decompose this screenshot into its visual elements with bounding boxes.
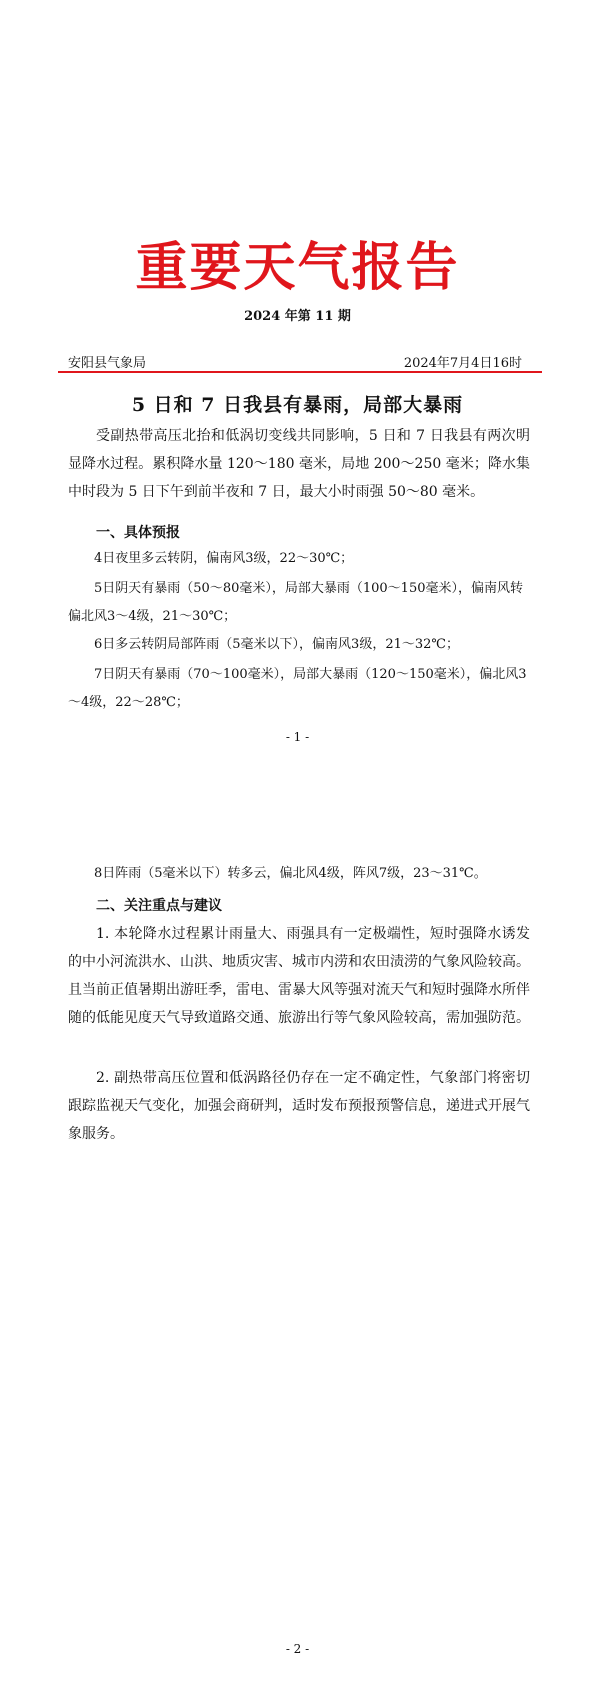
advice-item: 2. 副热带高压位置和低涡路径仍存在一定不确定性，气象部门将密切跟踪监视天气变化，加强会商研判，适时发布预报预警信息，递进式开展气象服务。 — [68, 1070, 530, 1142]
issuing-org: 安阳县气象局 — [68, 356, 147, 371]
forecast-heading: 一、具体预报 — [96, 525, 180, 541]
forecast-item: 6日多云转阴局部阵雨（5毫米以下），偏南风3级，21～32℃； — [94, 637, 459, 652]
headline: 5 日和 7 日我县有暴雨，局部大暴雨 — [131, 394, 464, 416]
page-number: - 2 - — [285, 1642, 310, 1656]
advice-item: 1. 本轮降水过程累计雨量大、雨强具有一定极端性，短时强降水诱发的中小河流洪水、山洪、地质灾害、城市内涝和农田渍涝的气象风险较高。且当前正值暑期出游旺季，雷电、雷暴大风等强对流天气和短时强降水所伴随的低能见度天气导致道路交通、旅游出行等气象风险较高，需加强防范。 — [68, 926, 530, 1026]
forecast-item: 7日阴天有暴雨（70～100毫米），局部大暴雨（120～150毫米），偏北风3～4级，22～28℃； — [68, 667, 527, 710]
issue-number: 2024 年第 11 期 — [244, 309, 351, 324]
forecast-item: 5日阴天有暴雨（50～80毫米），局部大暴雨（100～150毫米），偏南风转偏北风3～4级，21～30℃； — [68, 581, 523, 624]
advice-heading: 二、关注重点与建议 — [96, 898, 222, 914]
issue-time: 2024年7月4日16时 — [403, 356, 522, 371]
page-2 — [0, 842, 595, 1684]
forecast-item: 4日夜里多云转阴，偏南风3级，22～30℃； — [94, 551, 354, 566]
intro-paragraph: 受副热带高压北抬和低涡切变线共同影响，5 日和 7 日我县有两次明显降水过程。累积降水量 120～180 毫米，局地 200～250 毫米；降水集中时段为 5 日下午到前半夜和 7 日，最大小时雨强 50～80 毫米。 — [68, 428, 530, 500]
forecast-item: 8日阵雨（5毫米以下）转多云，偏北风4级，阵风7级，23～31℃。 — [94, 866, 487, 881]
report-title: 重要天气报告 — [135, 237, 460, 298]
red-divider — [58, 371, 542, 373]
page-number: - 1 - — [285, 730, 310, 744]
